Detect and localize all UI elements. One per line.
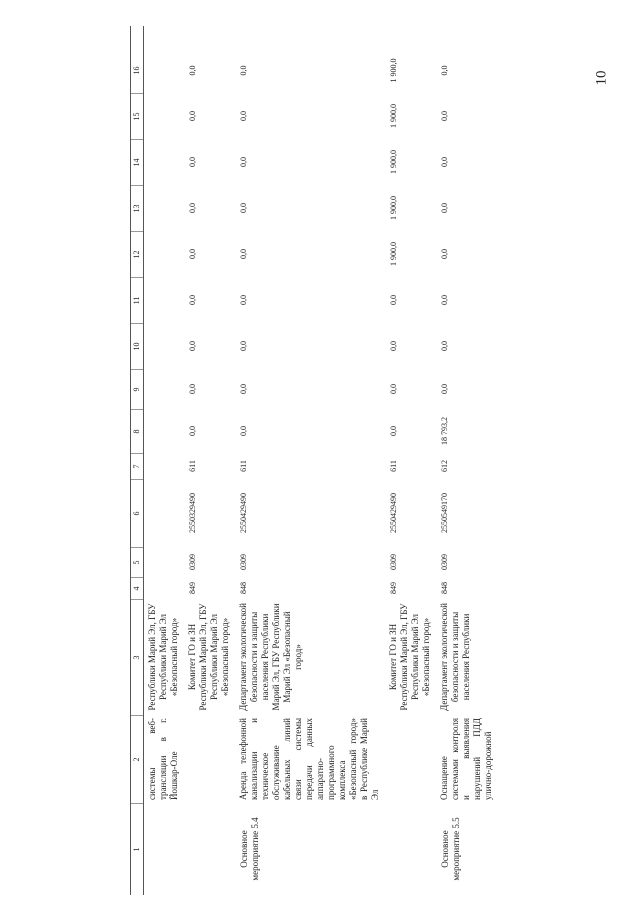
page-number: 10 — [593, 70, 610, 86]
value-cell: 1 900,0 — [389, 196, 398, 220]
value-cell: 0,0 — [239, 65, 248, 76]
value-cell: 0,0 — [239, 384, 248, 394]
value-cell — [144, 409, 184, 453]
value-cell: 18 793,2 — [440, 417, 449, 445]
value-cell: 0,0 — [188, 157, 197, 167]
value-cell: 0,0 — [440, 295, 449, 305]
value-cell — [144, 323, 184, 369]
event-number-cell — [184, 803, 235, 895]
value-cell — [144, 231, 184, 277]
value-cell: 0,0 — [188, 426, 197, 436]
event-number-cell — [144, 803, 184, 895]
value-cell: 0,0 — [389, 384, 398, 394]
event-name-cell — [385, 715, 436, 803]
table-row — [436, 26, 498, 895]
value-cell: 0,0 — [440, 341, 449, 351]
value-cell — [144, 479, 184, 547]
value-cell: 611 — [389, 460, 398, 472]
value-cell: 0,0 — [188, 203, 197, 213]
value-cell: 849 — [389, 582, 398, 594]
table-row — [184, 26, 235, 895]
executor-cell: Комитет ГО и ЗН Республики Марий Эл, ГБУ Республики Марий Эл «Безопасный город» — [388, 603, 431, 711]
header-cell: 3 — [131, 599, 143, 715]
header-cell: 9 — [131, 369, 143, 409]
value-cell: 0,0 — [188, 295, 197, 305]
value-cell: 1 900,0 — [389, 58, 398, 83]
value-cell: 0,0 — [188, 111, 197, 121]
value-cell: 2550429490 — [389, 493, 398, 533]
value-cell: 0,0 — [239, 341, 248, 351]
value-cell: 0309 — [188, 554, 197, 570]
value-cell — [144, 453, 184, 479]
value-cell: 0,0 — [188, 341, 197, 351]
value-cell: 611 — [188, 460, 197, 472]
value-cell: 612 — [440, 460, 449, 472]
event-number-cell: Основное мероприятие 5.5 — [440, 817, 461, 881]
header-cell: 13 — [131, 185, 143, 231]
value-cell — [144, 577, 184, 599]
header-cell: 6 — [131, 479, 143, 547]
header-cell: 2 — [131, 715, 143, 803]
table-row — [235, 26, 385, 895]
value-cell — [144, 547, 184, 577]
value-cell — [144, 277, 184, 323]
value-cell: 0309 — [239, 554, 248, 570]
header-cell: 10 — [131, 323, 143, 369]
value-cell: 0,0 — [440, 111, 449, 121]
value-cell: 848 — [440, 582, 449, 594]
budget-table — [130, 26, 498, 895]
header-cell: 8 — [131, 409, 143, 453]
value-cell: 0,0 — [239, 295, 248, 305]
value-cell: 0,0 — [239, 426, 248, 436]
value-cell: 1 900,0 — [389, 104, 398, 128]
value-cell — [144, 185, 184, 231]
value-cell: 1 900,0 — [389, 242, 398, 266]
header-cell: 15 — [131, 93, 143, 139]
value-cell: 0309 — [389, 554, 398, 570]
value-cell: 0,0 — [239, 249, 248, 259]
event-number-cell: Основное мероприятие 5.4 — [239, 817, 260, 881]
value-cell: 0,0 — [440, 249, 449, 259]
value-cell: 0,0 — [239, 157, 248, 167]
executor-cell: Департамент экологической безопасности и защиты населения Республики Марий Эл, ГБУ Республики Марий Эл «Безопасный город» — [238, 603, 303, 711]
value-cell: 1 900,0 — [389, 150, 398, 174]
executor-cell: Комитет ГО и ЗН Республики Марий Эл, ГБУ Республики Марий Эл «Безопасный город» — [187, 603, 230, 711]
value-cell: 0,0 — [440, 384, 449, 394]
value-cell: 848 — [239, 582, 248, 594]
value-cell: 0,0 — [188, 249, 197, 259]
value-cell: 0,0 — [440, 203, 449, 213]
event-name-cell — [184, 715, 235, 803]
value-cell — [144, 369, 184, 409]
executor-cell: Республики Марий Эл, ГБУ Республики Марий Эл «Безопасный город» — [147, 603, 179, 711]
header-cell: 4 — [131, 577, 143, 599]
value-cell — [144, 139, 184, 185]
value-cell: 0,0 — [239, 203, 248, 213]
table-row — [144, 26, 184, 895]
value-cell: 0,0 — [188, 65, 197, 76]
event-number-cell — [385, 803, 436, 895]
value-cell: 0,0 — [389, 341, 398, 351]
value-cell: 849 — [188, 582, 197, 594]
header-cell: 1 — [131, 803, 143, 895]
value-cell: 2550549170 — [440, 493, 449, 533]
value-cell: 2550329490 — [188, 493, 197, 533]
event-name-cell: Оснащение системами контроля и выявления нарушений ПДД улично-дорожной — [439, 718, 493, 800]
event-name-cell: системы веб-трансляции в г. Йошкар-Оле — [147, 718, 179, 800]
header-cell: 14 — [131, 139, 143, 185]
value-cell — [144, 93, 184, 139]
executor-cell: Департамент экологической безопасности и защиты населения Республики — [439, 603, 471, 711]
value-cell: 0,0 — [389, 295, 398, 305]
header-cell: 11 — [131, 277, 143, 323]
value-cell: 0,0 — [239, 111, 248, 121]
table-header-row — [130, 26, 144, 895]
value-cell: 0,0 — [440, 65, 449, 76]
value-cell — [144, 48, 184, 93]
value-cell: 0309 — [440, 554, 449, 570]
header-cell: 5 — [131, 547, 143, 577]
header-cell: 16 — [132, 66, 141, 75]
value-cell: 0,0 — [440, 157, 449, 167]
value-cell: 611 — [239, 460, 248, 472]
table-row — [385, 26, 436, 895]
value-cell: 2550429490 — [239, 493, 248, 533]
header-cell: 12 — [131, 231, 143, 277]
header-cell: 7 — [131, 453, 143, 479]
value-cell: 0,0 — [188, 384, 197, 394]
event-name-cell: Аренда телефонной канализации и техническое обслуживание кабельных линий связи системы передачи данных аппаратно-программного комплекса «Безопасный город» в Республике Марий Эл — [238, 718, 380, 800]
value-cell: 0,0 — [389, 426, 398, 436]
